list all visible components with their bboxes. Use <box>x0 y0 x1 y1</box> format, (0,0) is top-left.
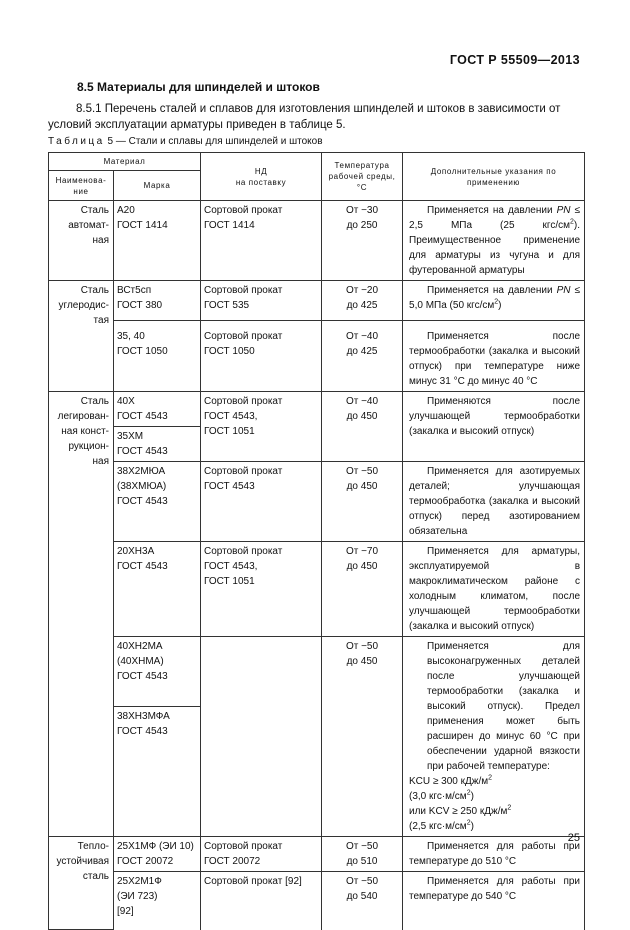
table-row <box>49 281 585 321</box>
cell-temperature: От −40 до 450 <box>322 392 403 462</box>
cell-notes: Применяются после улучшающей термообработки (закалка и высокий отпуск) <box>403 392 585 462</box>
cell-name: Сталь легирован- ная конст- рукцион- ная <box>49 392 114 837</box>
cell-nd-empty <box>201 637 322 837</box>
cell-temperature: От −30 до 250 <box>322 201 403 281</box>
materials-table <box>48 152 585 930</box>
caption-prefix: Таблица <box>48 136 105 147</box>
cell-notes: Применяется для работы при температуре до 540 °С <box>403 872 585 930</box>
cell-grade: А20 ГОСТ 1414 <box>114 201 201 281</box>
cell-nd: Сортовой прокат ГОСТ 1050 <box>201 321 322 392</box>
kcv-line: или KCV ≥ 250 кДж/$м^2$ <box>409 804 512 817</box>
cell-temperature: От −50 до 450 <box>322 462 403 542</box>
cell-temperature: От −50 до 540 <box>322 872 403 930</box>
table-row <box>49 321 585 392</box>
header-material: Материал <box>49 153 201 171</box>
section-paragraph: 8.5.1 Перечень сталей и сплавов для изготовления шпинделей и штоков в зависимости от условий эксплуатации арматуры приведен в таблице 5. <box>48 103 561 131</box>
cell-nd: Сортовой прокат ГОСТ 4543 <box>201 462 322 542</box>
cell-nd: Сортовой прокат ГОСТ 535 <box>201 281 322 321</box>
cell-temperature: От −70 до 450 <box>322 542 403 637</box>
cell-nd: Сортовой прокат ГОСТ 20072 <box>201 837 322 872</box>
cell-name: Сталь автомат- ная <box>49 201 114 281</box>
header-grade: Марка <box>114 171 201 201</box>
cell-grade: 40Х ГОСТ 4543 <box>114 392 201 427</box>
table-row <box>49 201 585 281</box>
cell-name: Сталь углеродис- тая <box>49 281 114 392</box>
cell-nd: Сортовой прокат ГОСТ 1414 <box>201 201 322 281</box>
header-notes: Дополнительные указания по применению <box>403 153 585 201</box>
cell-temperature: От −50 до 450 <box>322 637 403 837</box>
cell-grade: 38ХН3МФА ГОСТ 4543 <box>114 706 201 836</box>
cell-notes: Применяется на давлении PN ≤ 5,0 МПа (50 кгс/$см^2$) <box>403 281 585 321</box>
page-number: 25 <box>567 832 580 844</box>
section-title: 8.5 Материалы для шпинделей и штоков <box>77 80 320 94</box>
cell-nd: Сортовой прокат ГОСТ 4543, ГОСТ 1051 <box>201 392 322 462</box>
header-temperature: Температура рабочей среды, °С <box>322 153 403 201</box>
cell-grade: 40ХН2МА (40ХНМА) ГОСТ 4543 <box>114 637 201 707</box>
cell-grade: 38Х2МЮА (38ХМЮА) ГОСТ 4543 <box>114 462 201 542</box>
caption-text: 5 — Стали и сплавы для шпинделей и штоков <box>104 136 323 147</box>
cell-name: Тепло- устойчивая сталь <box>49 837 114 930</box>
header-nd: НД на поставку <box>201 153 322 201</box>
cell-nd: Сортовой прокат ГОСТ 4543, ГОСТ 1051 <box>201 542 322 637</box>
cell-notes: Применяется для азотируемых деталей; улучшающая термообработка (закалка и высокий отпуск) перед азотированием обязательна <box>403 462 585 542</box>
table-caption <box>48 136 323 147</box>
cell-grade: 25Х1МФ (ЭИ 10) ГОСТ 20072 <box>114 837 201 872</box>
table-row <box>49 462 585 542</box>
cell-nd: Сортовой прокат [92] <box>201 872 322 930</box>
cell-notes: Применяется для работы при температуре до 510 °С <box>403 837 585 872</box>
kcu-line: KCU ≥ 300 кДж/$м^2$ <box>409 774 493 787</box>
cell-grade: 35ХМ ГОСТ 4543 <box>114 427 201 462</box>
cell-grade: 35, 40 ГОСТ 1050 <box>114 321 201 392</box>
cell-grade: 25Х2М1Ф (ЭИ 723) [92] <box>114 872 201 930</box>
cell-temperature: От −40 до 425 <box>322 321 403 392</box>
table-row <box>49 637 585 707</box>
cell-notes: Применяется для высоконагруженных деталей после улучшающей термообработки (закалка и высокий отпуск). Предел применения может быть расширен до минус 60 °С при обеспечении ударной вязкости при рабочей температуре: KCU ≥ 300 кДж/$м^2$ (3,0 $кгс\cdot м/см^2$) или KCV ≥ 250 кДж/$м^2$ (2,5 $кгс\cdot м/см^2$) <box>403 637 585 837</box>
table-row <box>49 542 585 637</box>
table-row <box>49 872 585 930</box>
cell-notes: Применяется на давлении PN ≤ 2,5 МПа (25 кгс/$см^2$). Преимущественное применение для арматуры из чугуна и для футерованной арматуры <box>403 201 585 281</box>
header-name: Наименова- ние <box>49 171 114 201</box>
cell-temperature: От −50 до 510 <box>322 837 403 872</box>
cell-grade: ВСт5сп ГОСТ 380 <box>114 281 201 321</box>
kcu-kgs-line: (3,0 $кгс\cdot м/см^2$) <box>409 789 474 802</box>
cell-grade: 20ХН3А ГОСТ 4543 <box>114 542 201 637</box>
table-row <box>49 837 585 872</box>
kcv-kgs-line: (2,5 $кгс\cdot м/см^2$) <box>409 819 474 832</box>
cell-notes: Применяется после термообработки (закалка и высокий отпуск) при температуре ниже минус 31 °С до минус 40 °С <box>403 321 585 392</box>
cell-temperature: От −20 до 425 <box>322 281 403 321</box>
cell-notes: Применяется для арматуры, эксплуатируемой в макроклиматическом районе с холодным климатом, после улучшающей термообработки (закалка и высокий отпуск) <box>403 542 585 637</box>
table-row <box>49 392 585 427</box>
document-code: ГОСТ Р 55509—2013 <box>449 53 580 67</box>
